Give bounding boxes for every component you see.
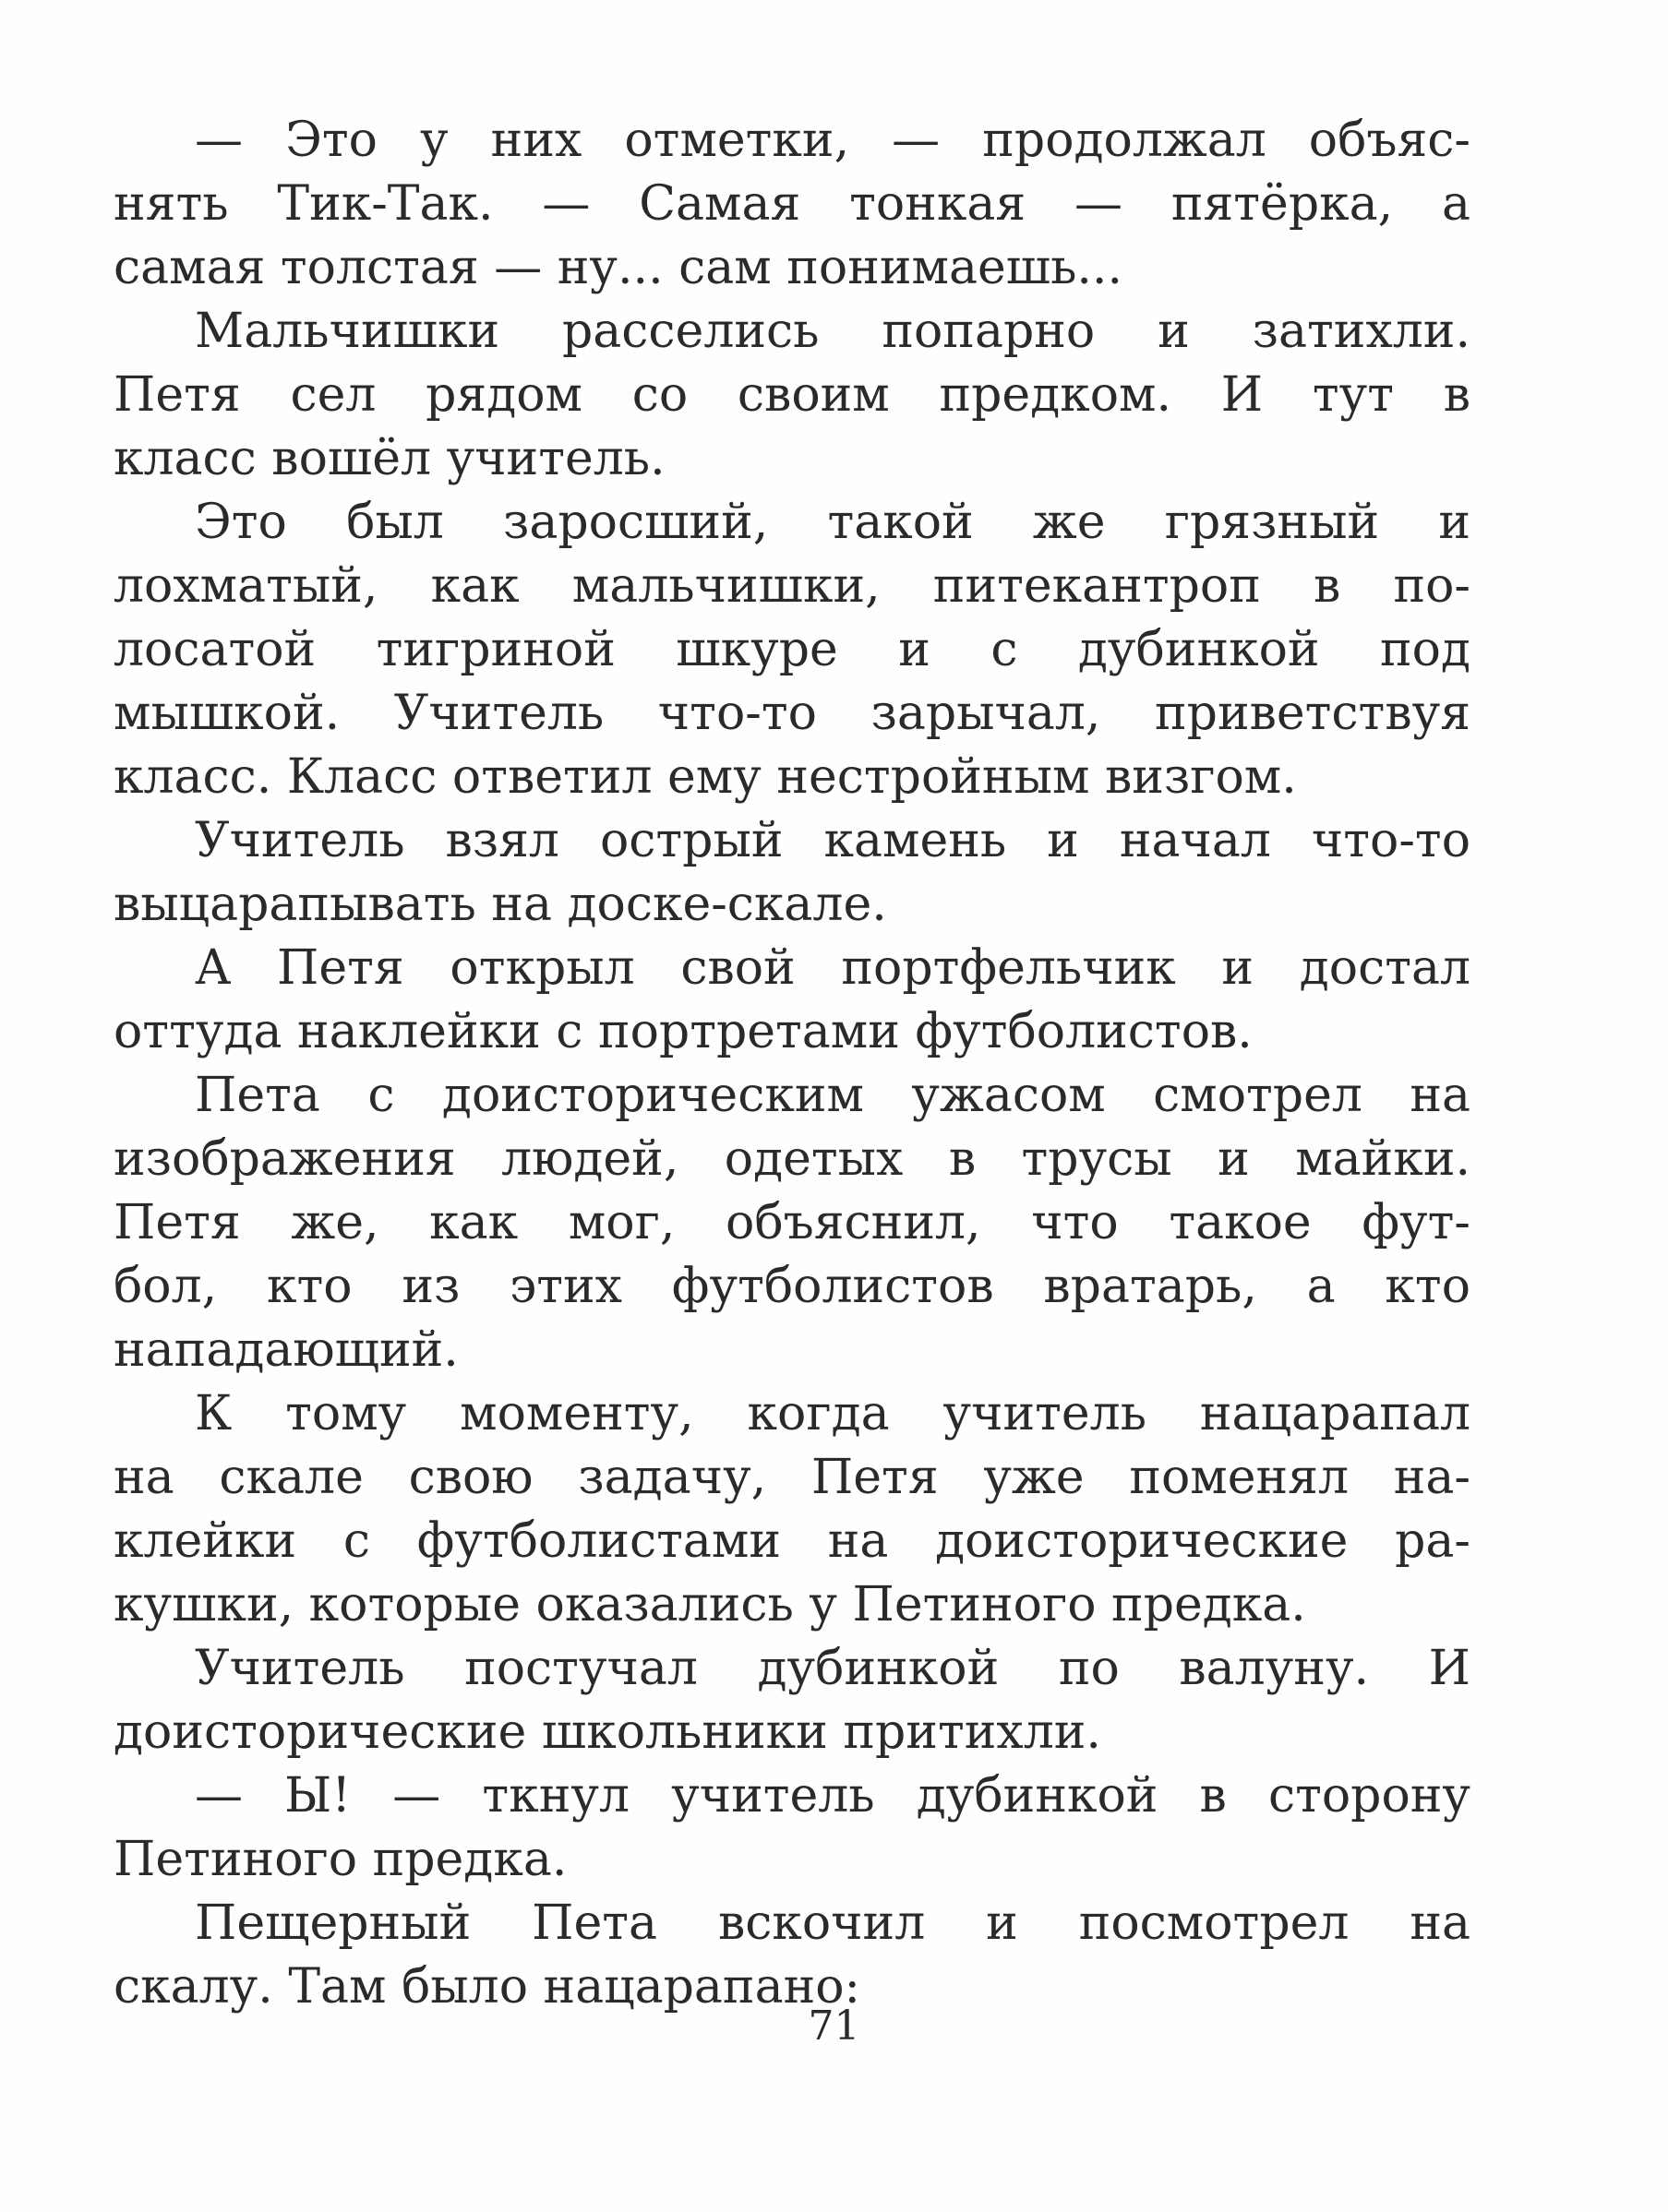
text-line: Петя сел рядом со своим предком. И тут в bbox=[114, 367, 1470, 423]
paragraph bbox=[114, 1764, 1470, 1892]
text-line: Пещерный Пета вскочил и посмотрел на bbox=[195, 1895, 1470, 1951]
text-line: Учитель взял острый камень и начал что-то bbox=[195, 813, 1470, 868]
paragraph bbox=[114, 1382, 1470, 1637]
paragraph bbox=[114, 937, 1470, 1064]
text-line: Мальчишки расселись попарно и затихли. bbox=[195, 304, 1470, 359]
paragraph bbox=[114, 300, 1470, 491]
text-line: скалу. Там было нацарапано: bbox=[114, 1959, 861, 2015]
text-line: Пета с доисторическим ужасом смотрел на bbox=[195, 1068, 1470, 1123]
page-number: 71 bbox=[808, 2003, 860, 2050]
text-line: доисторические школьники притихли. bbox=[114, 1704, 1101, 1760]
text-line: на скале свою задачу, Петя уже поменял на- bbox=[114, 1450, 1470, 1505]
paragraph bbox=[114, 1892, 1470, 2019]
text-line: класс вошёл учитель. bbox=[114, 431, 666, 486]
text-line: А Петя открыл свой портфельчик и достал bbox=[195, 940, 1470, 996]
text-line: класс. Класс ответил ему нестройным визгом. bbox=[114, 749, 1297, 805]
text-line: кушки, которые оказались у Петиного предка. bbox=[114, 1577, 1306, 1632]
text-line: Петиного предка. bbox=[114, 1832, 568, 1887]
text-line: лохматый, как мальчишки, питекантроп в по- bbox=[114, 558, 1470, 614]
text-line: Это был заросший, такой же грязный и bbox=[195, 495, 1470, 550]
paragraph bbox=[114, 491, 1470, 809]
text-line: — Это у них отметки, — продолжал объяс- bbox=[195, 113, 1470, 168]
text-line: лосатой тигриной шкуре и с дубинкой под bbox=[114, 622, 1470, 677]
text-line: самая толстая — ну... сам понимаешь... bbox=[114, 240, 1122, 295]
text-line: изображения людей, одетых в трусы и майки. bbox=[114, 1131, 1470, 1187]
text-line: нападающий. bbox=[114, 1322, 459, 1378]
text-line: — Ы! — ткнул учитель дубинкой в сторону bbox=[195, 1768, 1470, 1823]
text-line: клейки с футболистами на доисторические ра- bbox=[114, 1513, 1470, 1569]
text-line: Учитель постучал дубинкой по валуну. И bbox=[195, 1641, 1470, 1696]
text-line: Петя же, как мог, объяснил, что такое фут- bbox=[114, 1195, 1470, 1250]
text-line: выцарапывать на доске-скале. bbox=[114, 877, 887, 932]
body-text bbox=[114, 109, 1470, 2019]
paragraph bbox=[114, 1064, 1470, 1382]
text-line: бол, кто из этих футболистов вратарь, а кто bbox=[114, 1259, 1470, 1314]
paragraph bbox=[114, 1637, 1470, 1764]
text-line: нять Тик-Так. — Самая тонкая — пятёрка, а bbox=[114, 176, 1470, 232]
paragraph bbox=[114, 809, 1470, 937]
text-line: мышкой. Учитель что-то зарычал, приветствуя bbox=[114, 686, 1470, 741]
text-line: К тому моменту, когда учитель нацарапал bbox=[195, 1386, 1470, 1441]
text-line: оттуда наклейки с портретами футболистов. bbox=[114, 1004, 1253, 1059]
paragraph bbox=[114, 109, 1470, 300]
